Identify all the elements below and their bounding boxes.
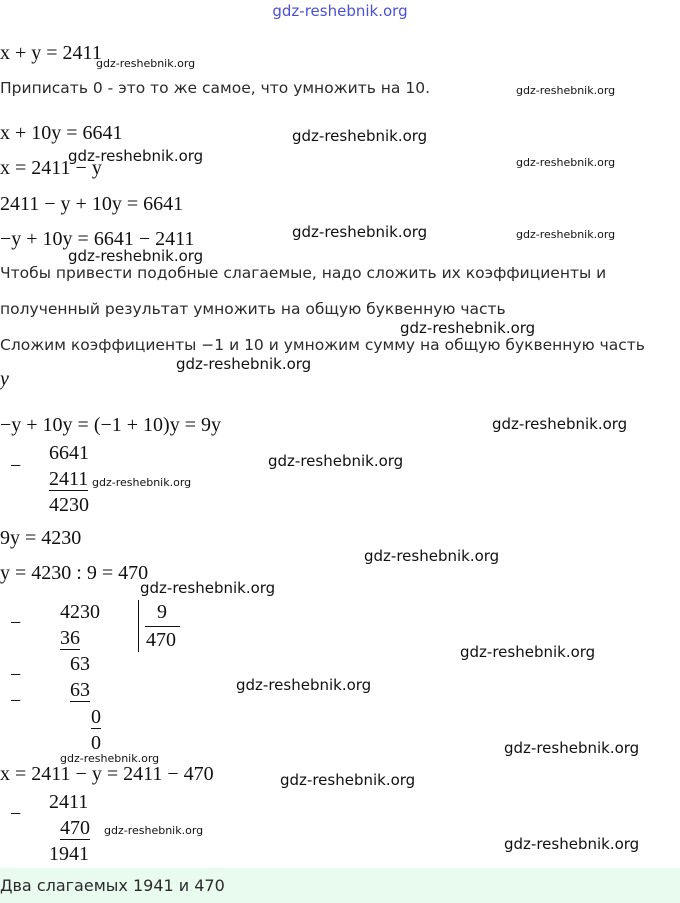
equation-rearranged: −y + 10y = 6641 − 2411: [0, 228, 195, 250]
div-horizontal-bar: [145, 626, 180, 627]
equation-x-value: x = 2411 − y = 2411 − 470: [0, 763, 214, 785]
watermark: gdz-reshebnik.org: [268, 452, 404, 470]
sub1-result: 4230: [49, 494, 89, 516]
div-vertical-bar: [138, 600, 139, 652]
div-sign-3: −: [10, 690, 22, 712]
sub1-subtrahend: 2411: [49, 468, 89, 490]
equation-y-value: y = 4230 : 9 = 470: [0, 562, 149, 584]
answer-box: [0, 868, 680, 903]
equation-substituted: 2411 − y + 10y = 6641: [0, 193, 184, 215]
equation-second: x + 10y = 6641: [0, 122, 123, 144]
watermark: gdz-reshebnik.org: [140, 579, 276, 597]
div-dividend: 4230: [60, 601, 100, 623]
div-quotient: 470: [146, 629, 176, 651]
div-step2: 63: [70, 679, 90, 701]
div-step1: 36: [60, 627, 80, 649]
div-remainder: 0: [91, 732, 101, 754]
watermark: gdz-reshebnik.org: [516, 84, 616, 97]
watermark: gdz-reshebnik.org: [280, 771, 416, 789]
equation-x-expressed: x = 2411 − y: [0, 157, 102, 179]
watermark: gdz-reshebnik.org: [68, 247, 204, 265]
sub1-sign: −: [10, 455, 22, 477]
sub2-minuend: 2411: [49, 791, 89, 813]
watermark: gdz-reshebnik.org: [104, 824, 204, 837]
sum-coefficients-line2: y: [0, 368, 9, 390]
sub2-subtrahend: 470: [60, 817, 90, 839]
div-divisor: 9: [157, 601, 167, 623]
equation-9y: 9y = 4230: [0, 527, 82, 549]
watermark: gdz-reshebnik.org: [504, 739, 640, 757]
equation-combined: −y + 10y = (−1 + 10)y = 9y: [0, 414, 221, 436]
watermark: gdz-reshebnik.org: [400, 319, 536, 337]
sub2-sign: −: [10, 803, 22, 825]
watermark: gdz-reshebnik.org: [292, 127, 428, 145]
watermark: gdz-reshebnik.org: [364, 547, 500, 565]
watermark: gdz-reshebnik.org: [292, 223, 428, 241]
div-sign-1: −: [10, 612, 22, 634]
sum-coefficients-line1: Сложим коэффициенты −1 и 10 и умножим сумму на общую буквенную часть: [0, 336, 645, 354]
watermark: gdz-reshebnik.org: [460, 643, 596, 661]
div-step3: 0: [91, 706, 101, 728]
append-zero-text: Приписать 0 - это то же самое, что умножить на 10.: [0, 79, 431, 97]
watermark: gdz-reshebnik.org: [92, 476, 192, 489]
watermark: gdz-reshebnik.org: [504, 835, 640, 853]
watermark: gdz-reshebnik.org: [492, 415, 628, 433]
watermark: gdz-reshebnik.org: [60, 752, 160, 765]
div-sign-2: −: [10, 664, 22, 686]
watermark: gdz-reshebnik.org: [68, 147, 204, 165]
watermark: gdz-reshebnik.org: [176, 355, 312, 373]
site-header[interactable]: gdz-reshebnik.org: [272, 2, 408, 20]
rule-text-line1: Чтобы привести подобные слагаемые, надо сложить их коэффициенты и: [0, 264, 607, 282]
watermark: gdz-reshebnik.org: [516, 156, 616, 169]
rule-text-line2: полученный результат умножить на общую буквенную часть: [0, 300, 506, 318]
sub1-minuend: 6641: [49, 442, 89, 464]
equation-sum: x + y = 2411: [0, 42, 102, 64]
answer-text: Два слагаемых 1941 и 470: [0, 876, 225, 895]
watermark: gdz-reshebnik.org: [236, 676, 372, 694]
watermark: gdz-reshebnik.org: [516, 228, 616, 241]
sub2-result: 1941: [49, 843, 89, 865]
div-rem1: 63: [70, 653, 90, 675]
watermark: gdz-reshebnik.org: [96, 57, 196, 70]
